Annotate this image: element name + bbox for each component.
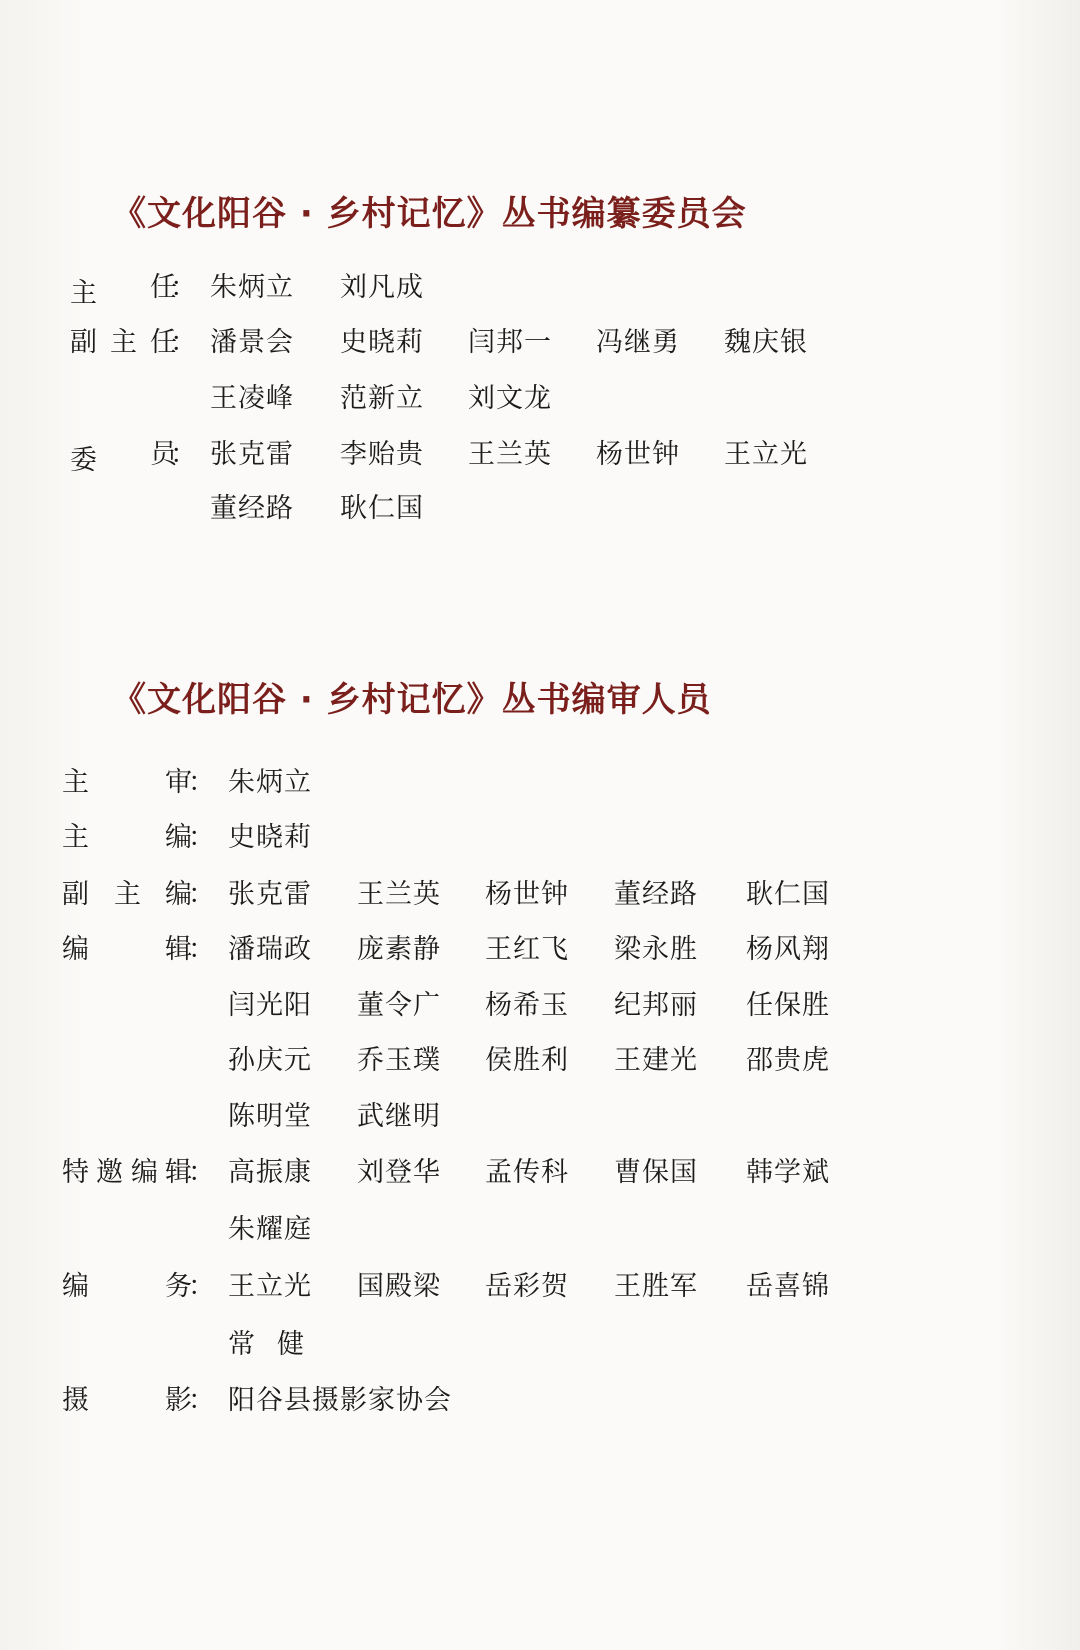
review-row [0, 815, 1080, 859]
person-name: 梁永胜 [614, 934, 698, 965]
person-name: 张克雷 [210, 439, 294, 470]
role-colon: ： [188, 879, 215, 910]
person-name: 冯继勇 [596, 327, 680, 358]
review-row [0, 927, 1080, 971]
review-row [0, 760, 1080, 804]
person-name: 闫邦一 [468, 327, 552, 358]
committee-title: 《文化阳谷 · 乡村记忆》丛书编纂委员会 [112, 194, 747, 234]
role-char: 编 [62, 1271, 89, 1302]
person-name: 潘瑞政 [228, 934, 312, 965]
person-name: 王红飞 [485, 934, 569, 965]
person-name: 董经路 [614, 879, 698, 910]
person-name: 张克雷 [228, 879, 312, 910]
person-name: 纪邦丽 [614, 990, 698, 1021]
person-name: 朱炳立 [210, 272, 294, 303]
person-name: 朱炳立 [228, 767, 312, 798]
person-name: 侯胜利 [485, 1045, 569, 1076]
role-char: 辑 [165, 934, 192, 965]
role-char: 副 [70, 327, 97, 358]
role-colon: ： [170, 272, 197, 303]
person-name: 王建光 [614, 1045, 698, 1076]
person-name: 乔玉璞 [357, 1045, 441, 1076]
person-name: 李贻贵 [340, 439, 424, 470]
role-colon: ： [188, 1271, 215, 1302]
role-colon: ： [170, 439, 197, 470]
committee-row [0, 320, 1080, 364]
person-name: 魏庆银 [724, 327, 808, 358]
role-char: 主 [114, 879, 141, 910]
person-name: 史晓莉 [340, 327, 424, 358]
person-name: 潘景会 [210, 327, 294, 358]
role-colon: ： [188, 767, 215, 798]
person-name: 王立光 [724, 439, 808, 470]
person-name: 岳喜锦 [746, 1271, 830, 1302]
role-char: 主 [70, 278, 97, 309]
role-char: 主 [110, 327, 137, 358]
review-row [0, 1038, 1080, 1082]
person-name: 杨希玉 [485, 990, 569, 1021]
person-name: 闫光阳 [228, 990, 312, 1021]
role-colon: ： [188, 822, 215, 853]
person-name: 韩学斌 [746, 1157, 830, 1188]
committee-row [0, 265, 1080, 309]
person-name: 国殿梁 [357, 1271, 441, 1302]
person-name: 耿仁国 [746, 879, 830, 910]
person-name: 常健 [228, 1329, 326, 1360]
person-name: 刘凡成 [340, 272, 424, 303]
person-name: 杨世钟 [485, 879, 569, 910]
person-name: 范新立 [340, 383, 424, 414]
person-name: 耿仁国 [340, 493, 424, 524]
role-char: 员 [150, 439, 177, 470]
person-name: 庞素静 [357, 934, 441, 965]
role-colon: ： [170, 327, 197, 358]
person-name: 朱耀庭 [228, 1214, 312, 1245]
role-char: 编 [165, 822, 192, 853]
person-name: 王凌峰 [210, 383, 294, 414]
role-char: 任 [150, 272, 177, 303]
role-colon: ： [188, 934, 215, 965]
review-row [0, 1264, 1080, 1308]
role-char: 邀 [96, 1157, 123, 1188]
role-colon: ： [188, 1385, 215, 1416]
role-char: 特 [62, 1157, 89, 1188]
person-name: 岳彩贺 [485, 1271, 569, 1302]
person-name: 陈明堂 [228, 1101, 312, 1132]
committee-row [0, 376, 1080, 420]
role-char: 主 [62, 822, 89, 853]
role-char: 审 [165, 767, 192, 798]
person-name: 武继明 [357, 1101, 441, 1132]
role-char: 摄 [62, 1385, 89, 1416]
role-char: 辑 [165, 1157, 192, 1188]
role-char: 编 [62, 934, 89, 965]
role-char: 编 [131, 1157, 158, 1188]
person-name: 孟传科 [485, 1157, 569, 1188]
role-char: 影 [165, 1385, 192, 1416]
committee-row [0, 432, 1080, 476]
person-name: 刘登华 [357, 1157, 441, 1188]
person-name: 邵贵虎 [746, 1045, 830, 1076]
person-name: 董经路 [210, 493, 294, 524]
review-title: 《文化阳谷 · 乡村记忆》丛书编审人员 [112, 680, 712, 720]
person-name: 董令广 [357, 990, 441, 1021]
role-char: 副 [62, 879, 89, 910]
review-row [0, 983, 1080, 1027]
person-name: 刘文龙 [468, 383, 552, 414]
person-name: 史晓莉 [228, 822, 312, 853]
person-name: 王胜军 [614, 1271, 698, 1302]
person-name: 王立光 [228, 1271, 312, 1302]
review-row [0, 1150, 1080, 1194]
review-row [0, 1378, 1080, 1422]
person-name: 王兰英 [357, 879, 441, 910]
role-char: 编 [165, 879, 192, 910]
person-name: 任保胜 [746, 990, 830, 1021]
role-char: 任 [150, 327, 177, 358]
review-row [0, 1207, 1080, 1251]
person-name: 杨世钟 [596, 439, 680, 470]
review-row [0, 1322, 1080, 1366]
person-name: 高振康 [228, 1157, 312, 1188]
role-char: 委 [70, 445, 97, 476]
person-name: 曹保国 [614, 1157, 698, 1188]
person-name: 杨风翔 [746, 934, 830, 965]
person-name: 阳谷县摄影家协会 [228, 1385, 452, 1416]
role-colon: ： [188, 1157, 215, 1188]
person-name: 孙庆元 [228, 1045, 312, 1076]
review-row [0, 1094, 1080, 1138]
person-name: 王兰英 [468, 439, 552, 470]
review-row [0, 872, 1080, 916]
role-char: 主 [62, 767, 89, 798]
committee-row [0, 486, 1080, 530]
role-char: 务 [165, 1271, 192, 1302]
